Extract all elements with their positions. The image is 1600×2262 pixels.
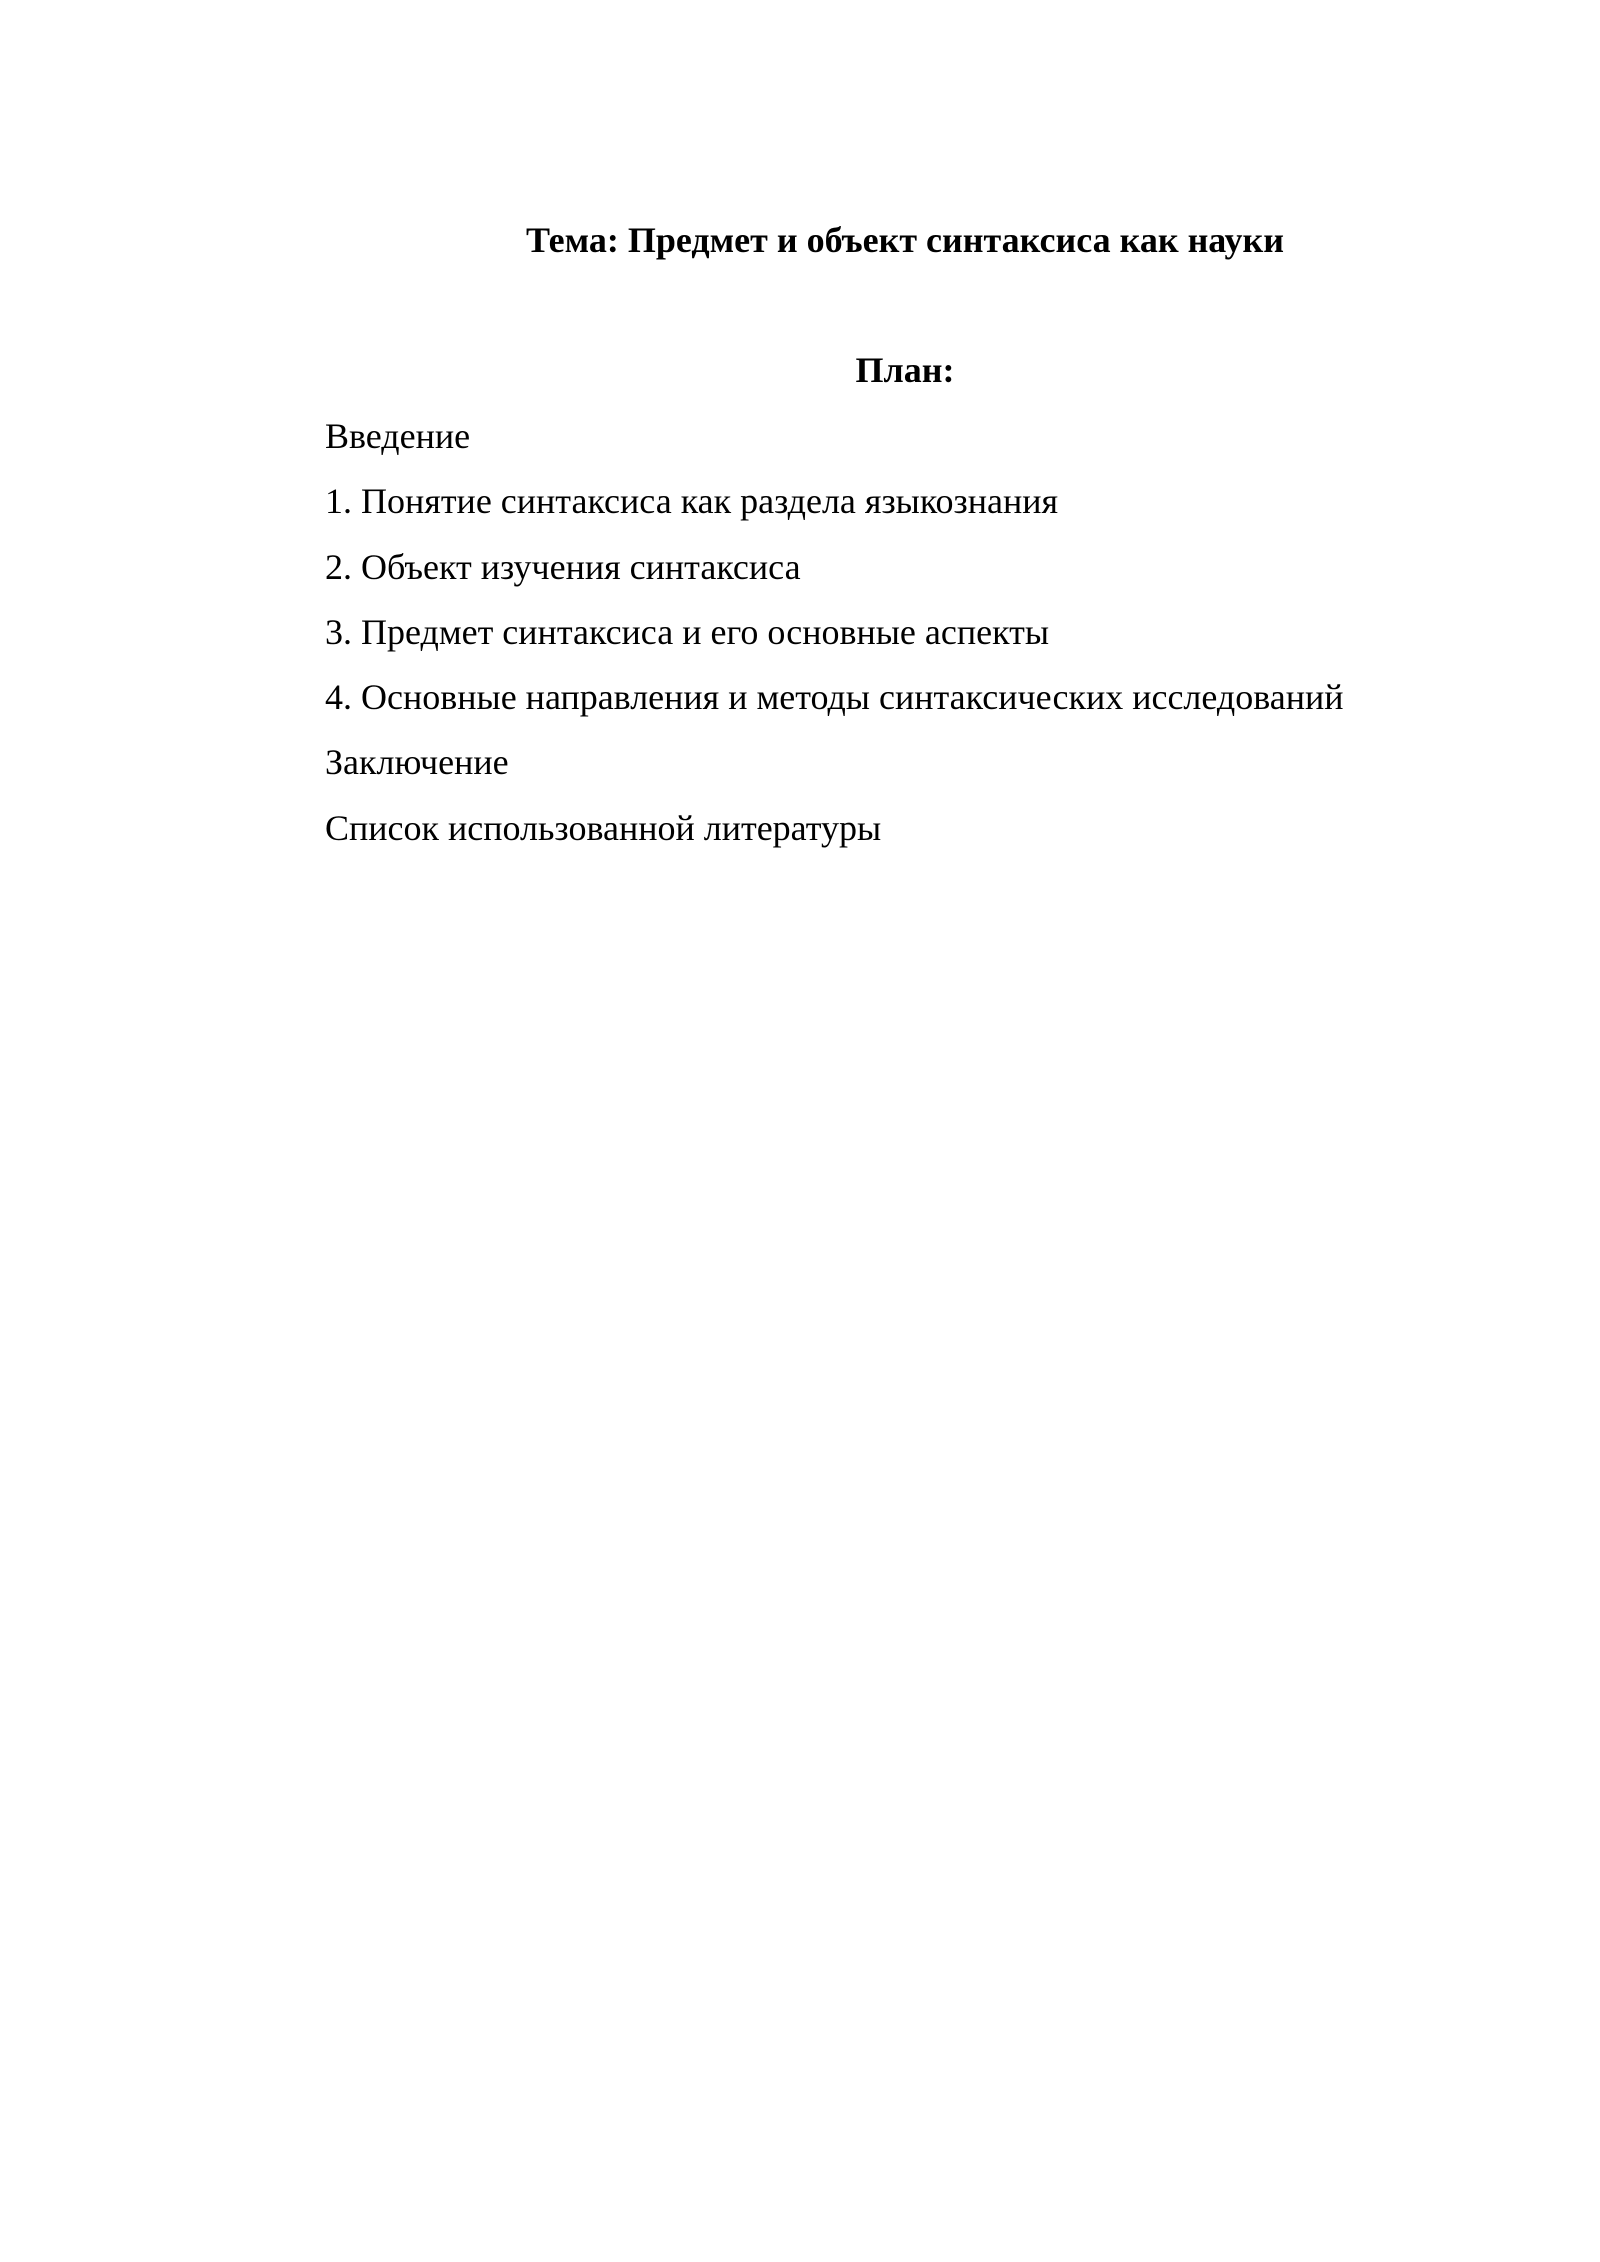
plan-heading: План: bbox=[855, 350, 955, 390]
plan-list bbox=[325, 414, 1485, 871]
plan-item-2: 2. Объект изучения синтаксиса bbox=[325, 546, 801, 587]
plan-item-3: 3. Предмет синтаксиса и его основные аспекты bbox=[325, 611, 1050, 652]
plan-item-introduction: Введение bbox=[325, 416, 471, 456]
plan-item-conclusion: Заключение bbox=[325, 742, 509, 783]
plan-item-1: 1. Понятие синтаксиса как раздела языкознания bbox=[325, 481, 1059, 522]
document-title: Тема: Предмет и объект синтаксиса как науки bbox=[526, 220, 1284, 260]
plan-item-4: 4. Основные направления и методы синтаксических исследований bbox=[325, 677, 1344, 718]
plan-item-references: Список использованной литературы bbox=[325, 807, 882, 848]
